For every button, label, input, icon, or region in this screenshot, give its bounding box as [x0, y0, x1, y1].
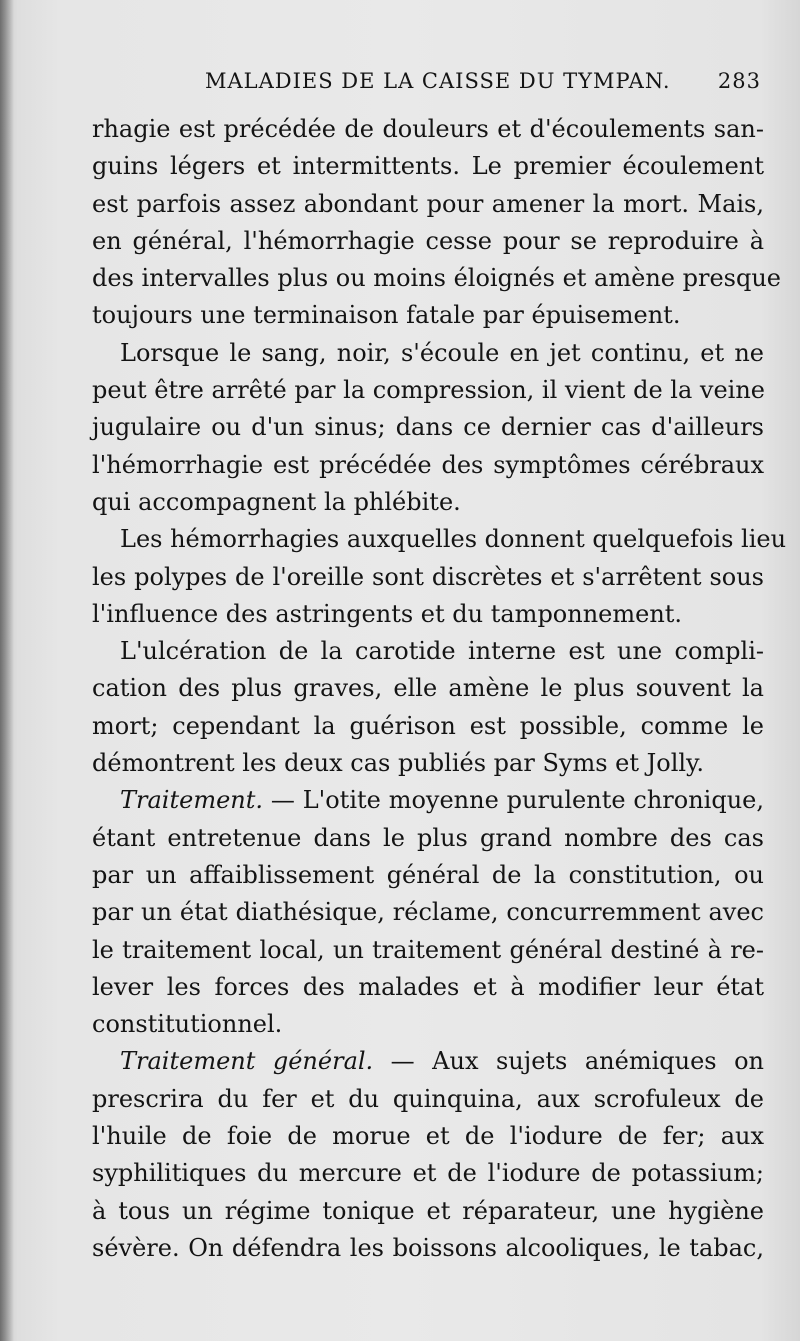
- text-line: [92, 1118, 764, 1155]
- binding-shadow: [0, 0, 14, 1341]
- section-heading: Traitement général.: [120, 1047, 374, 1076]
- text-line: [92, 969, 764, 1006]
- line-text: constitutionnel.: [92, 1010, 283, 1039]
- text-line: [92, 409, 764, 446]
- page-header: [205, 64, 765, 98]
- text-line: [92, 111, 764, 148]
- text-line: [92, 447, 764, 484]
- text-line: [92, 670, 764, 707]
- line-text: qui accompagnent la phlébite.: [92, 487, 461, 516]
- line-text: cation des plus graves, elle amène le plus souvent la: [92, 674, 764, 703]
- text-line: [92, 223, 764, 260]
- line-text: toujours une terminaison fatale par épuisement.: [92, 301, 681, 330]
- line-text: à tous un régime tonique et réparateur, une hygiène: [92, 1196, 764, 1225]
- text-line: [92, 1230, 764, 1267]
- line-text: le traitement local, un traitement général destiné à re-: [92, 935, 764, 964]
- text-line: [92, 745, 764, 782]
- text-line: [92, 894, 764, 931]
- line-text: L'ulcération de la carotide interne est une compli-: [120, 637, 764, 666]
- text-line: [92, 820, 764, 857]
- text-line: [92, 521, 787, 558]
- text-line: [92, 1006, 764, 1043]
- line-text: mort; cependant la guérison est possible, comme le: [92, 711, 764, 740]
- section-heading: Traitement.: [120, 786, 264, 815]
- text-line: [92, 148, 764, 185]
- text-line: [92, 857, 764, 894]
- text-line: [92, 372, 764, 409]
- text-line: [92, 932, 764, 969]
- line-text: des intervalles plus ou moins éloignés et amène presque: [92, 264, 781, 293]
- line-text: jugulaire ou d'un sinus; dans ce dernier cas d'ailleurs: [92, 413, 764, 442]
- line-text: — L'otite moyenne purulente chronique,: [263, 786, 764, 815]
- page-number: 283: [717, 69, 761, 93]
- line-text: démontrent les deux cas publiés par Syms et Jolly.: [92, 749, 705, 778]
- text-line: [92, 484, 764, 521]
- line-text: l'hémorrhagie est précédée des symptômes cérébraux: [92, 450, 764, 479]
- line-text: guins légers et intermittents. Le premier écoulement: [92, 152, 764, 181]
- line-text: par un état diathésique, réclame, concurremment avec: [92, 898, 764, 927]
- text-line: [92, 260, 781, 297]
- text-line: [92, 1081, 764, 1118]
- line-text: syphilitiques du mercure et de l'iodure de potassium;: [92, 1159, 764, 1188]
- text-line: [92, 1155, 764, 1192]
- text-line: [92, 1043, 764, 1080]
- text-line: [92, 1193, 764, 1230]
- text-line: [92, 633, 764, 670]
- line-text: étant entretenue dans le plus grand nombre des cas: [92, 823, 764, 852]
- line-text: rhagie est précédée de douleurs et d'écoulements san-: [92, 115, 764, 143]
- body-text: [92, 111, 787, 1267]
- text-line: [92, 186, 764, 223]
- line-text: est parfois assez abondant pour amener la mort. Mais,: [92, 189, 764, 218]
- line-text: l'influence des astringents et du tamponnement.: [92, 599, 683, 628]
- line-text: l'huile de foie de morue et de l'iodure de fer; aux: [92, 1122, 764, 1151]
- line-text: par un affaiblissement général de la constitution, ou: [92, 860, 764, 889]
- text-line: [92, 559, 764, 596]
- text-line: [92, 596, 764, 633]
- line-text: Lorsque le sang, noir, s'écoule en jet continu, et ne: [120, 338, 764, 367]
- line-text: — Aux sujets anémiques on: [373, 1047, 764, 1076]
- line-text: Les hémorrhagies auxquelles donnent quelquefois lieu: [120, 525, 787, 554]
- line-text: sévère. On défendra les boissons alcooliques, le tabac,: [92, 1233, 764, 1262]
- line-text: prescrira du fer et du quinquina, aux scrofuleux de: [92, 1084, 764, 1113]
- text-line: [92, 297, 764, 334]
- line-text: lever les forces des malades et à modifier leur état: [92, 972, 764, 1001]
- running-title: MALADIES DE LA CAISSE DU TYMPAN.: [205, 69, 671, 93]
- text-line: [92, 335, 764, 372]
- line-text: les polypes de l'oreille sont discrètes et s'arrêtent sous: [92, 562, 764, 591]
- text-line: [92, 708, 764, 745]
- line-text: peut être arrêté par la compression, il vient de la veine: [92, 376, 765, 405]
- text-line: [92, 782, 764, 819]
- line-text: en général, l'hémorrhagie cesse pour se reproduire à: [92, 226, 764, 255]
